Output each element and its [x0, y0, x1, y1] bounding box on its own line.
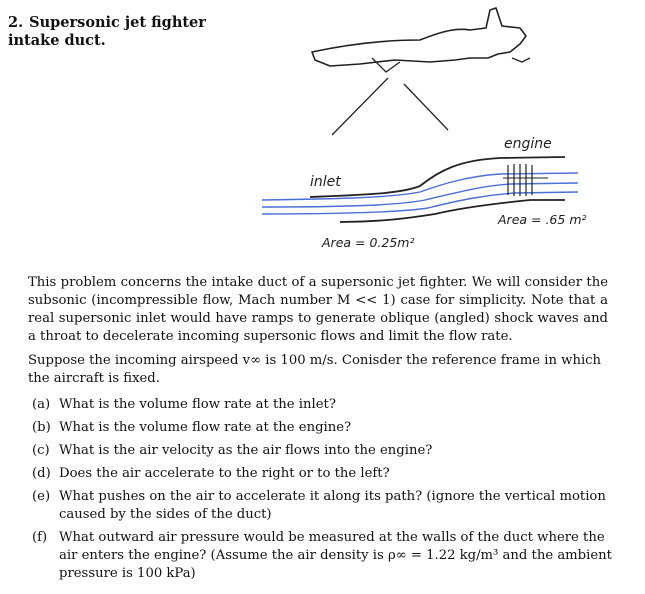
question-label: (e) — [32, 489, 51, 504]
jet-fighter-sketch — [312, 8, 526, 66]
setup-paragraph: Suppose the incoming airspeed v∞ is 100 m/s. Conisder the reference frame in which the aircraft is fixed. — [28, 353, 602, 386]
intro-paragraph: This problem concerns the intake duct of a supersonic jet fighter. We will consider the subsonic (incompressible flow, Mach number M << 1) case for simplicity. Note that a real supersonic inlet would have ramps to generate oblique (angled) shock waves and a throat to decelerate incoming supersonic flows and limit the flow rate. — [28, 275, 608, 344]
duct-upper-wall — [310, 157, 565, 197]
question-text: What is the volume flow rate at the inlet? — [59, 397, 336, 412]
question-label: (a) — [32, 397, 51, 412]
inlet-area-label: Area = 0.25m² — [322, 235, 415, 250]
question-text: What is the volume flow rate at the engine? — [59, 420, 352, 435]
problem-number: 2. — [8, 14, 24, 31]
question-item — [32, 419, 612, 437]
question-text: What pushes on the air to accelerate it along its path? (ignore the vertical motion caused by the sides of the duct) — [59, 489, 606, 522]
engine-fan-icon — [503, 164, 548, 196]
streamline-3 — [262, 192, 578, 214]
question-text: What outward air pressure would be measured at the walls of the duct where the air enters the engine? (Assume the air density is ρ∞ = 1.22 kg/m³ and the ambient pressure is 100 kPa) — [59, 530, 612, 581]
question-label: (d) — [32, 466, 51, 481]
problem-title: Supersonic jet fighter intake duct. — [8, 14, 206, 49]
question-text: What is the air velocity as the air flows into the engine? — [59, 443, 433, 458]
zoom-line-left — [332, 78, 388, 135]
question-item — [32, 529, 612, 583]
question-item — [32, 442, 612, 460]
question-item — [32, 465, 612, 483]
question-item — [32, 396, 612, 414]
question-label: (c) — [32, 443, 50, 458]
zoom-line-right — [404, 84, 448, 130]
question-text: Does the air accelerate to the right or to the left? — [59, 466, 390, 481]
question-label: (b) — [32, 420, 51, 435]
question-label: (f) — [32, 530, 48, 545]
inlet-label: inlet — [310, 174, 341, 190]
jet-tail-detail — [512, 58, 530, 62]
engine-label: engine — [504, 136, 552, 152]
question-list — [32, 396, 612, 588]
engine-area-label: Area = .65 m² — [498, 212, 587, 227]
duct-figure — [0, 0, 645, 270]
question-item — [32, 488, 612, 524]
